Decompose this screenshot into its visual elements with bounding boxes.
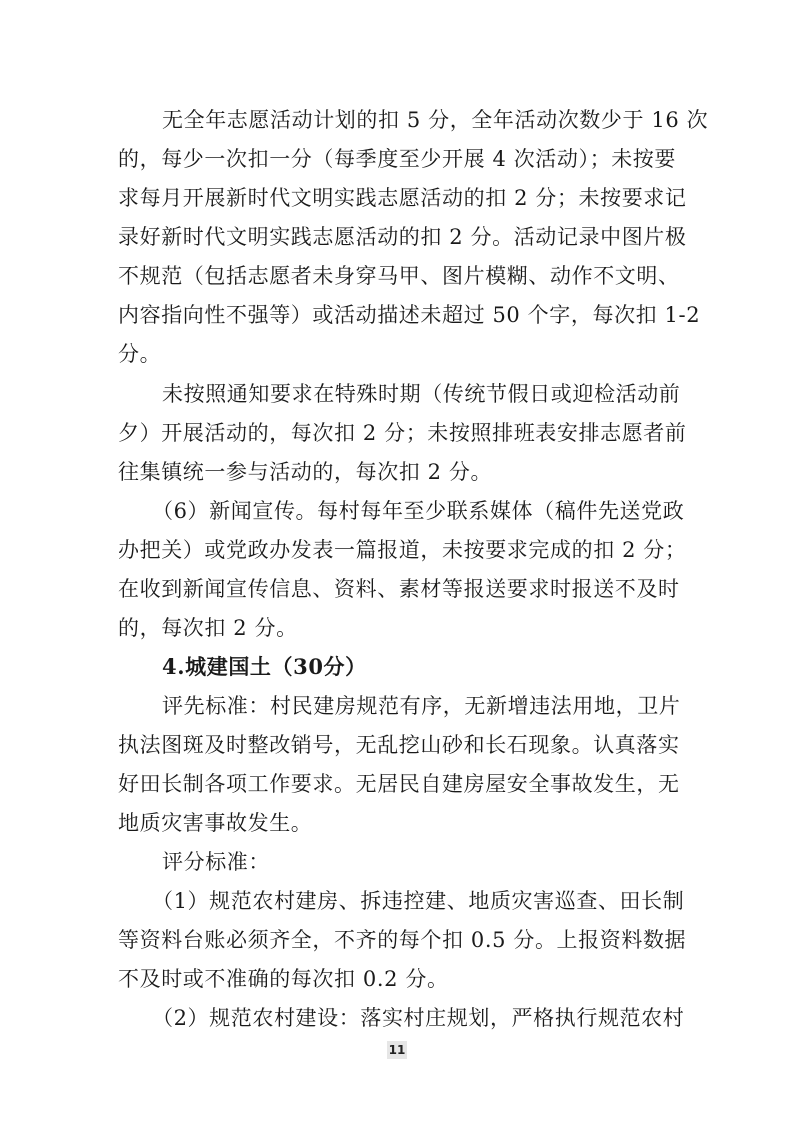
paragraph-line: 未按照通知要求在特殊时期（传统节假日或迎检活动前 — [162, 382, 681, 406]
paragraph-line: （2）规范农村建设：落实村庄规划，严格执行规范农村 — [152, 1006, 685, 1030]
paragraph-line: 分。 — [118, 342, 162, 366]
paragraph-line: （6）新闻宣传。每村每年至少联系媒体（稿件先送党政 — [152, 499, 685, 523]
paragraph-line: 执法图斑及时整改销号，无乱挖山砂和长石现象。认真落实 — [118, 733, 680, 757]
paragraph-line: 往集镇统一参与活动的，每次扣 2 分。 — [118, 460, 493, 484]
paragraph-line: 夕）开展活动的，每次扣 2 分；未按照排班表安排志愿者前 — [118, 421, 687, 445]
paragraph-line: 好田长制各项工作要求。无居民自建房屋安全事故发生，无 — [118, 772, 680, 796]
paragraph-line: （1）规范农村建房、拆违控建、地质灾害巡查、田长制 — [152, 889, 685, 913]
paragraph-line: 的，每少一次扣一分（每季度至少开展 4 次活动）；未按要 — [118, 147, 677, 171]
section-heading: 4.城建国土（30分） — [162, 654, 367, 679]
paragraph-line: 在收到新闻宣传信息、资料、素材等报送要求时报送不及时 — [118, 577, 680, 601]
paragraph-line: 求每月开展新时代文明实践志愿活动的扣 2 分；未按要求记 — [118, 186, 687, 210]
paragraph-line: 评分标准： — [162, 850, 270, 874]
paragraph-line: 无全年志愿活动计划的扣 5 分，全年活动次数少于 16 次 — [162, 108, 709, 132]
paragraph-line: 办把关）或党政办发表一篇报道，未按要求完成的扣 2 分； — [118, 538, 687, 562]
paragraph-line: 等资料台账必须齐全，不齐的每个扣 0.5 分。上报资料数据 — [118, 928, 687, 952]
paragraph-line: 不及时或不准确的每次扣 0.2 分。 — [118, 967, 449, 991]
page-number: 11 — [388, 1043, 406, 1057]
paragraph-line: 不规范（包括志愿者未身穿马甲、图片模糊、动作不文明、 — [118, 264, 680, 288]
paragraph-line: 的，每次扣 2 分。 — [118, 616, 298, 640]
paragraph-line: 评先标准：村民建房规范有序，无新增违法用地，卫片 — [162, 694, 681, 718]
paragraph-line: 内容指向性不强等）或活动描述未超过 50 个字，每次扣 1-2 — [118, 303, 701, 327]
paragraph-line: 录好新时代文明实践志愿活动的扣 2 分。活动记录中图片极 — [118, 225, 687, 249]
paragraph-line: 地质灾害事故发生。 — [118, 811, 313, 835]
